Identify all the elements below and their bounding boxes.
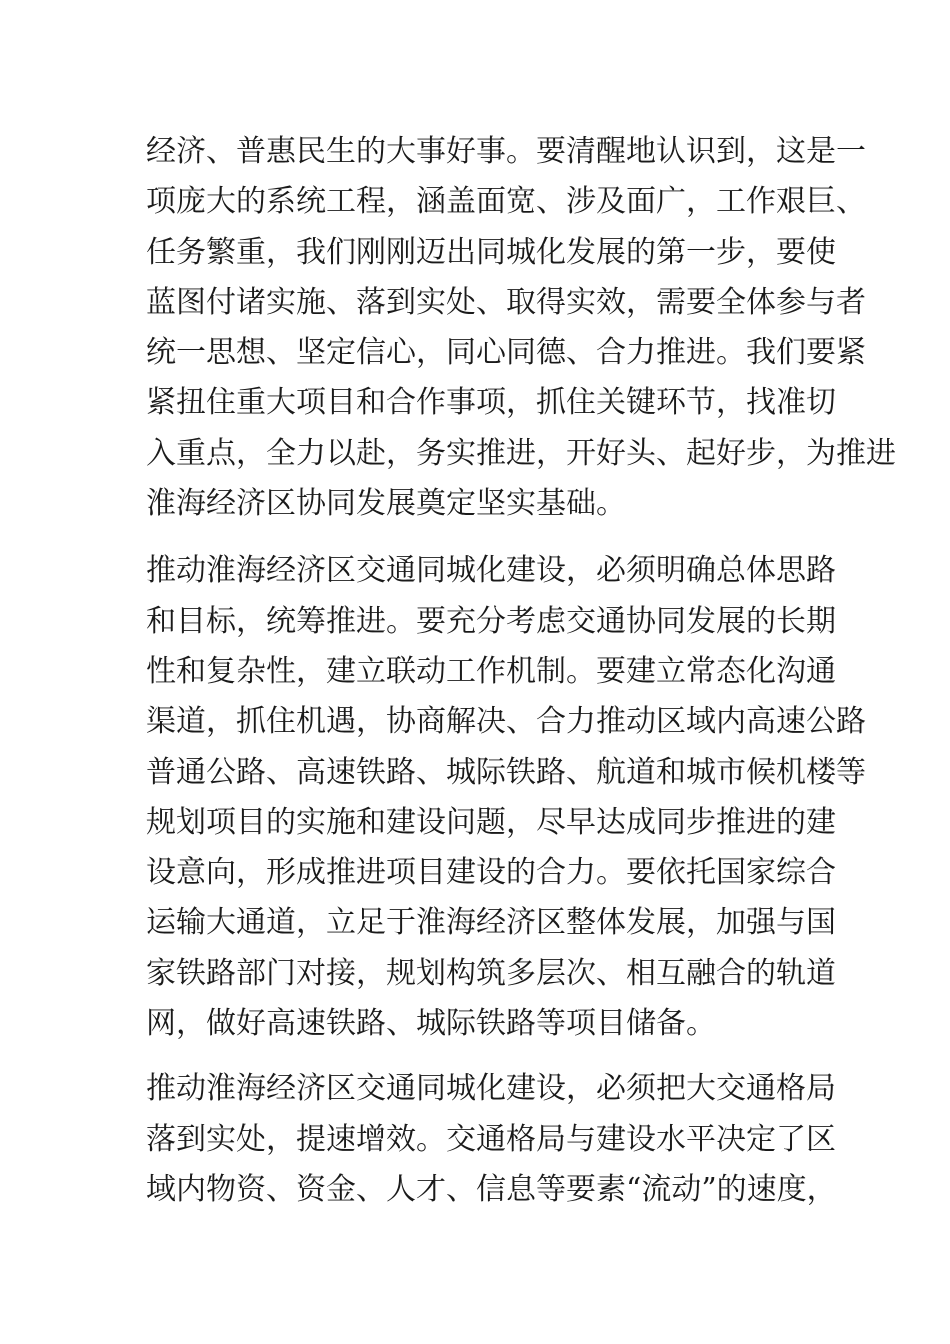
text-line: 普通公路、高速铁路、城际铁路、航道和城市候机楼等 [146, 754, 866, 790]
document-body [146, 127, 896, 1215]
text-line: 经济、普惠民生的大事好事。要清醒地认识到，这是一 [146, 134, 866, 169]
text-line: 落到实处，提速增效。交通格局与建设水平决定了区 [146, 1121, 836, 1157]
text-line: 域内物资、资金、人才、信息等要素“流动”的速度， [146, 1171, 837, 1207]
text-line: 渠道，抓住机遇，协商解决、合力推动区域内高速公路 [146, 704, 866, 740]
text-line: 项庞大的系统工程，涵盖面宽、涉及面广，工作艰巨、 [146, 184, 866, 220]
text-line: 规划项目的实施和建设问题，尽早达成同步推进的建 [146, 804, 836, 840]
paragraph-2 [146, 546, 866, 1049]
text-line: 运输大通道，立足于淮海经济区整体发展，加强与国 [146, 905, 836, 941]
text-line: 网，做好高速铁路、城际铁路等项目储备。 [146, 1006, 716, 1042]
paragraph-1 [146, 127, 896, 529]
text-line: 淮海经济区协同发展奠定坚实基础。 [146, 486, 626, 522]
text-line: 推动淮海经济区交通同城化建设，必须把大交通格局 [146, 1071, 836, 1107]
text-line: 和目标，统筹推进。要充分考虑交通协同发展的长期 [146, 603, 836, 639]
text-line: 紧扭住重大项目和合作事项，抓住关键环节，找准切 [146, 385, 836, 421]
text-line: 统一思想、坚定信心，同心同德、合力推进。我们要紧 [146, 335, 866, 371]
paragraph-3 [146, 1064, 837, 1215]
text-line: 蓝图付诸实施、落到实处、取得实效，需要全体参与者 [146, 284, 866, 320]
text-line: 任务繁重，我们刚刚迈出同城化发展的第一步，要使 [146, 234, 836, 270]
text-line: 设意向，形成推进项目建设的合力。要依托国家综合 [146, 855, 836, 891]
text-line: 推动淮海经济区交通同城化建设，必须明确总体思路 [146, 553, 836, 589]
text-line: 性和复杂性，建立联动工作机制。要建立常态化沟通 [146, 653, 836, 689]
text-line: 入重点，全力以赴，务实推进，开好头、起好步，为推进 [146, 435, 896, 471]
text-line: 家铁路部门对接，规划构筑多层次、相互融合的轨道 [146, 955, 836, 991]
